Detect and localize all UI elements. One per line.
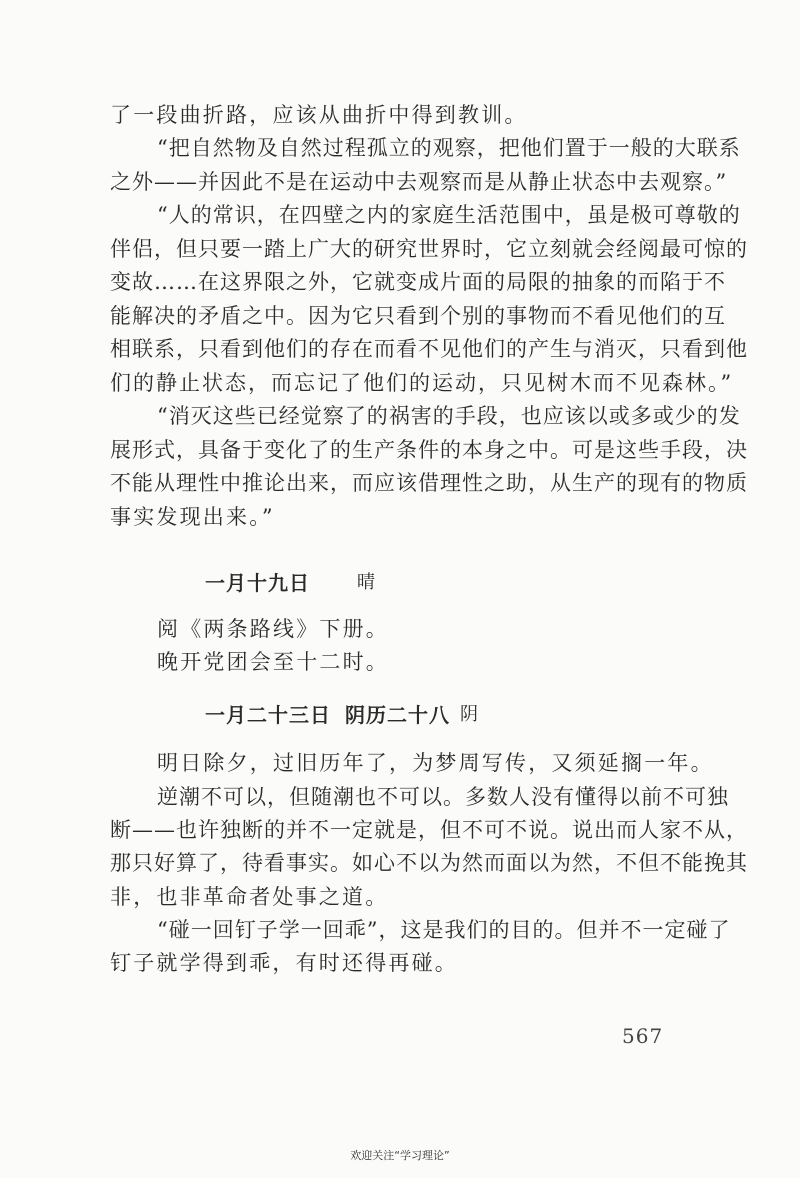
- text-line: 相联系，只看到他们的存在而看不见他们的产生与消灭，只看到他: [110, 337, 748, 361]
- text-line: 展形式，具备于变化了的生产条件的本身之中。可是这些手段，决: [110, 438, 748, 462]
- text-line: 了一段曲折路，应该从曲折中得到教训。: [110, 103, 528, 127]
- text-line: 晚开党团会至十二时。: [157, 650, 389, 674]
- text-line: 们的静止状态，而忘记了他们的运动，只见树木而不见森林。”: [110, 371, 734, 395]
- text-line: “消灭这些已经觉察了的祸害的手段，也应该以或多或少的发: [157, 404, 741, 428]
- text-line: 那只好算了，待看事实。如心不以为然而面以为然，不但不能挽其: [110, 851, 748, 875]
- text-line: “把自然物及自然过程孤立的观察，把他们置于一般的大联系: [157, 136, 741, 160]
- entry-weather: 阴: [460, 704, 478, 725]
- text-line: 明日除夕，过旧历年了，为梦周写传，又须延搁一年。: [157, 751, 714, 775]
- text-line: 事实发现出来。”: [110, 505, 275, 529]
- text-line: 阅《两条路线》下册。: [157, 617, 389, 641]
- text-line: 之外——并因此不是在运动中去观察而是从静止状态中去观察。”: [110, 170, 728, 194]
- text-line: 不能从理性中推论出来，而应该借理性之助，从生产的现有的物质: [110, 471, 748, 495]
- text-line: 变故……在这界限之外，它就变成片面的局限的抽象的而陷于不: [110, 270, 726, 294]
- entry-lunar-date: 阴历二十八: [345, 703, 450, 727]
- entry-date-heading: 一月二十三日: [205, 703, 331, 727]
- entry-weather: 晴: [357, 572, 375, 593]
- text-line: 能解决的矛盾之中。因为它只看到个别的事物而不看见他们的互: [110, 304, 726, 328]
- page-number: 567: [622, 1024, 664, 1048]
- entry-date-heading: 一月十九日: [205, 571, 310, 595]
- text-line: 非，也非革命者处事之道。: [110, 885, 389, 909]
- text-line: 断——也许独断的并不一定就是，但不可不说。说出而人家不从，: [110, 818, 748, 842]
- text-line: 伴侣，但只要一踏上广大的研究世界时，它立刻就会经阅最可惊的: [110, 237, 748, 261]
- footer-note: 欢迎关注“学习理论”: [350, 1149, 450, 1162]
- text-line: “碰一回钉子学一回乖”，这是我们的目的。但并不一定碰了: [157, 918, 731, 942]
- text-line: 钉子就学得到乖，有时还得再碰。: [110, 951, 458, 975]
- text-line: 逆潮不可以，但随潮也不可以。多数人没有懂得以前不可独: [157, 785, 729, 809]
- text-line: “人的常识，在四壁之内的家庭生活范围中，虽是极可尊敬的: [157, 203, 741, 227]
